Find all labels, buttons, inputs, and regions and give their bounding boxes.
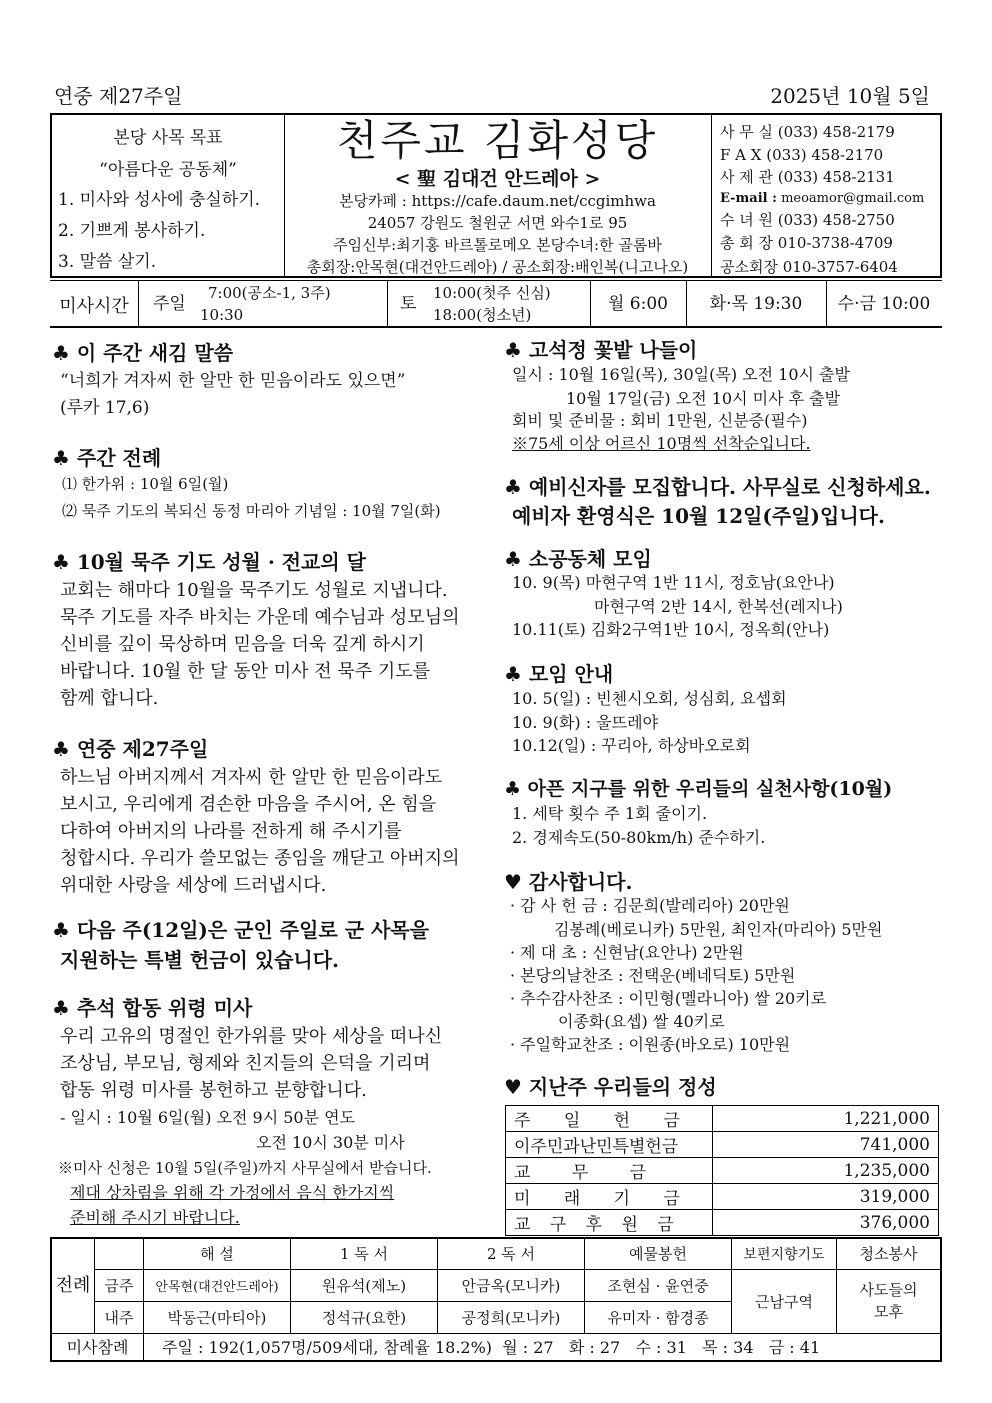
clergy-info: 주임신부:최기홍 바르톨로메오 본당수녀:한 골롬바 [333, 236, 662, 254]
contact-list [720, 121, 940, 279]
table-row: 이주민과난민특별헌금 741,000 [506, 1132, 939, 1158]
contact-value: 010-3738-4709 [777, 234, 893, 252]
next-week-label: 내주 [95, 1301, 144, 1333]
mass-sunday-label: 주일 [153, 294, 186, 314]
column-header: 1 독 서 [291, 1238, 438, 1269]
sccs-line: 10.11(토) 김화2구역1반 10시, 정옥희(안나) [512, 620, 830, 639]
military-notice-2: 지원하는 특별 헌금이 있습니다. [60, 948, 340, 972]
catechumen-notice-1: ♣ 예비신자를 모집합니다. 사무실로 신청하세요. [504, 475, 931, 499]
word-reference: (루카 17,6) [60, 398, 150, 418]
table-row: 주 일 헌 금 1,221,000 [506, 1106, 939, 1132]
contact-label: 사 제 관 [720, 168, 774, 186]
patron-saint: < 聖 김대건 안드레아 > [394, 168, 601, 190]
mass-times-bar [50, 280, 942, 328]
contact-value: (033) 458-2179 [777, 123, 895, 141]
thanks-line: 이종화(요셉) 쌀 40키로 [558, 1012, 725, 1031]
mass-label: 미사시간 [59, 296, 129, 317]
roster-cell: 안금옥(모니카) [438, 1269, 585, 1301]
contact-value: (033) 458-2170 [766, 145, 884, 164]
email-link[interactable]: meoamor@gmail.com [781, 190, 925, 206]
contact-value: 010-3757-6404 [782, 258, 898, 276]
column-header: 예물봉헌 [585, 1238, 732, 1269]
chuseok-underline-2: 준비해 주시기 바랍니다. [70, 1208, 240, 1227]
offering-heading: ♥ 지난주 우리들의 정성 [504, 1075, 717, 1099]
chuseok-heading: ♣ 추석 합동 위령 미사 [52, 996, 253, 1020]
goal-item: 2. 기쁘게 봉사하기. [58, 221, 206, 241]
thanks-line: 김봉례(베로니카) 5만원, 최인자(마리아) 5만원 [554, 920, 883, 939]
chuseok-date-2: 오전 10시 30분 미사 [256, 1133, 405, 1152]
roster-cell: 안목현(대건안드레아) [144, 1269, 291, 1301]
cafe-link[interactable]: 본당카페 : https://cafe.daum.net/ccgimhwa [339, 192, 656, 210]
contact-value: (033) 458-2131 [777, 168, 895, 186]
pilgrim-line: 회비 및 준비물 : 회비 1만원, 신분증(필수) [512, 411, 808, 430]
mass-saturday-1: 10:00(첫주 신심) [433, 284, 551, 302]
table-row: 미 래 기 금 319,000 [506, 1184, 939, 1210]
column-header: 해 설 [144, 1238, 291, 1269]
meeting-line: 10. 9(화) : 울뜨레야 [512, 713, 659, 732]
chuseok-date-1: - 일시 : 10월 6일(월) 오전 9시 50분 연도 [60, 1108, 356, 1127]
week-title: 연중 제27주일 [54, 84, 183, 108]
column-header: 2 독 서 [438, 1238, 585, 1269]
roster-cell: 박동근(마티아) [144, 1301, 291, 1333]
meetings-heading: ♣ 모임 안내 [504, 662, 614, 686]
roster-cell: 유미자 · 함경종 [585, 1301, 732, 1333]
meeting-line: 10.12(일) : 꾸리아, 하상바오로회 [512, 736, 751, 755]
chuseok-underline-1: 제대 상차림을 위해 각 가정에서 음식 한가지씩 [70, 1183, 395, 1202]
earth-heading: ♣ 아픈 지구를 위한 우리들의 실천사항(10월) [504, 778, 893, 800]
pilgrim-line: 10월 17일(금) 오전 10시 미사 후 출발 [566, 389, 841, 408]
contact-label: E-mail : [720, 190, 777, 206]
contact-label: F A X [720, 145, 762, 164]
prayer-cell: 근남구역 [732, 1269, 837, 1333]
church-address: 24057 강원도 철원군 서면 와수1로 95 [367, 214, 628, 232]
mass-tue-thu: 화·목 19:30 [709, 294, 803, 314]
mass-monday: 월 6:00 [607, 294, 668, 314]
sccs-heading: ♣ 소공동체 모임 [504, 547, 652, 571]
church-name: 천주교 김화성당 [336, 116, 659, 165]
liturgy-heading: ♣ 주간 전례 [52, 446, 162, 470]
word-quote: “너희가 겨자씨 한 알만 한 믿음이라도 있으면” [60, 371, 406, 391]
goal-motto: “아름다운 공동체” [99, 160, 237, 180]
mass-sunday-1: 7:00(공소-1, 3주) [208, 284, 331, 302]
column-header: 청소봉사 [837, 1238, 942, 1269]
header-box [50, 113, 942, 278]
pilgrim-heading: ♣ 고석정 꽃밭 나들이 [504, 338, 698, 362]
chuseok-text: 우리 고유의 명절인 한가위를 맞아 세상을 떠나신 조상님, 부모님, 형제와 친지들의 은덕을 기리며 합동 위령 미사를 봉헌하고 분향합니다. [60, 1026, 443, 1101]
meeting-line: 10. 5(일) : 빈첸시오회, 성심회, 요셉회 [512, 689, 787, 708]
thanks-line: · 감 사 헌 금 : 김문희(발레리아) 20만원 [510, 896, 790, 915]
liturgy-item: ⑵ 묵주 기도의 복되신 동정 마리아 기념일 : 10월 7일(화) [62, 502, 441, 520]
contact-label: 수 녀 원 [720, 210, 774, 229]
table-row: 교 무 금 1,235,000 [506, 1158, 939, 1184]
thanks-line: · 제 대 초 : 신현남(요안나) 2만원 [510, 943, 744, 962]
chuseok-note: ※미사 신청은 10월 5일(주일)까지 사무실에서 받습니다. [58, 1159, 432, 1177]
contact-label: 총 회 장 [720, 234, 774, 252]
contact-label: 공소회장 [720, 258, 778, 276]
liturgy-item: ⑴ 한가위 : 10월 6일(월) [62, 475, 229, 493]
thanks-line: · 본당의날찬조 : 전택운(베네딕토) 5만원 [510, 966, 796, 985]
this-week-label: 금주 [95, 1269, 144, 1301]
roster-table [50, 1237, 942, 1362]
contact-label: 사 무 실 [720, 123, 774, 141]
pilgrim-note: ※75세 이상 어르신 10명씩 선착순입니다. [512, 434, 811, 453]
contact-value: (033) 458-2750 [777, 210, 895, 229]
column-header: 보편지향기도 [732, 1238, 837, 1269]
ordinary-heading: ♣ 연중 제27주일 [52, 737, 209, 761]
rosary-heading: ♣ 10월 묵주 기도 성월 · 전교의 달 [52, 550, 366, 574]
attendance-label: 미사참례 [51, 1333, 144, 1361]
attendance-value: 주일 : 192(1,057명/509세대, 참례율 18.2%) 월 : 27 화 : 27 수 : 31 목 : 34 금 : 41 [144, 1333, 942, 1361]
roster-cell: 정석규(요한) [291, 1301, 438, 1333]
catechumen-notice-2: 예비자 환영식은 10월 12일(주일)입니다. [512, 504, 885, 528]
goal-item: 3. 말씀 살기. [58, 252, 157, 272]
thanks-line: · 추수감사찬조 : 이민형(멜라니아) 쌀 20키로 [510, 989, 827, 1008]
mass-saturday-2: 18:00(청소년) [433, 306, 532, 324]
earth-line: 2. 경제속도(50-80km/h) 준수하기. [512, 828, 766, 847]
roster-cell: 원유석(제노) [291, 1269, 438, 1301]
rosary-text: 교회는 해마다 10월을 묵주기도 성월로 지냅니다. 묵주 기도를 자주 바치는 가운데 예수님과 성모님의 신비를 깊이 묵상하며 믿음을 더욱 깊게 하시기 바랍니다. 10월 한 달 동안 미사 전 묵주 기도를 함께 합니다. [60, 580, 460, 709]
pilgrim-line: 일시 : 10월 16일(목), 30일(목) 오전 10시 출발 [512, 365, 850, 384]
roster-cell: 조현심 · 윤연중 [585, 1269, 732, 1301]
military-notice-1: ♣ 다음 주(12일)은 군인 주일로 군 사목을 [52, 918, 429, 942]
roster-cell: 공정희(모니카) [438, 1301, 585, 1333]
goal-item: 1. 미사와 성사에 충실하기. [58, 190, 261, 210]
word-heading: ♣ 이 주간 새김 말씀 [52, 341, 234, 365]
ordinary-text: 하느님 아버지께서 겨자씨 한 알만 한 믿음이라도 보시고, 우리에게 겸손한 마음을 주시어, 온 힘을 다하여 아버지의 나라를 전하게 해 주시기를 청합시다. 우리가 쓸모없는 종임을 깨닫고 아버지의 위대한 사랑을 세상에 드러냅시다. [60, 767, 460, 896]
thanks-line: · 주일학교찬조 : 이원종(바오로) 10만원 [510, 1035, 791, 1054]
mass-saturday-label: 토 [400, 294, 417, 314]
cleaning-cell: 사도들의 모후 [837, 1269, 942, 1333]
mass-sunday-2: 10:30 [200, 306, 244, 324]
offering-table [505, 1105, 939, 1236]
leaders-info: 총회장:안목현(대건안드레아) / 공소회장:배인복(니고나오) [306, 258, 689, 276]
sccs-line: 10. 9(목) 마현구역 1반 11시, 정호남(요안나) [512, 573, 835, 592]
goal-title: 본당 사목 목표 [113, 128, 223, 148]
sccs-line: 마현구역 2반 14시, 한복선(레지나) [594, 597, 843, 616]
table-row: 교 구 후 원 금 376,000 [506, 1210, 939, 1236]
roster-label: 전례 [51, 1238, 95, 1333]
thanks-heading: ♥ 감사합니다. [504, 870, 633, 894]
earth-line: 1. 세탁 횟수 주 1회 줄이기. [512, 804, 708, 823]
mass-wed-fri: 수·금 10:00 [837, 294, 931, 314]
bulletin-date: 2025년 10월 5일 [770, 84, 930, 108]
